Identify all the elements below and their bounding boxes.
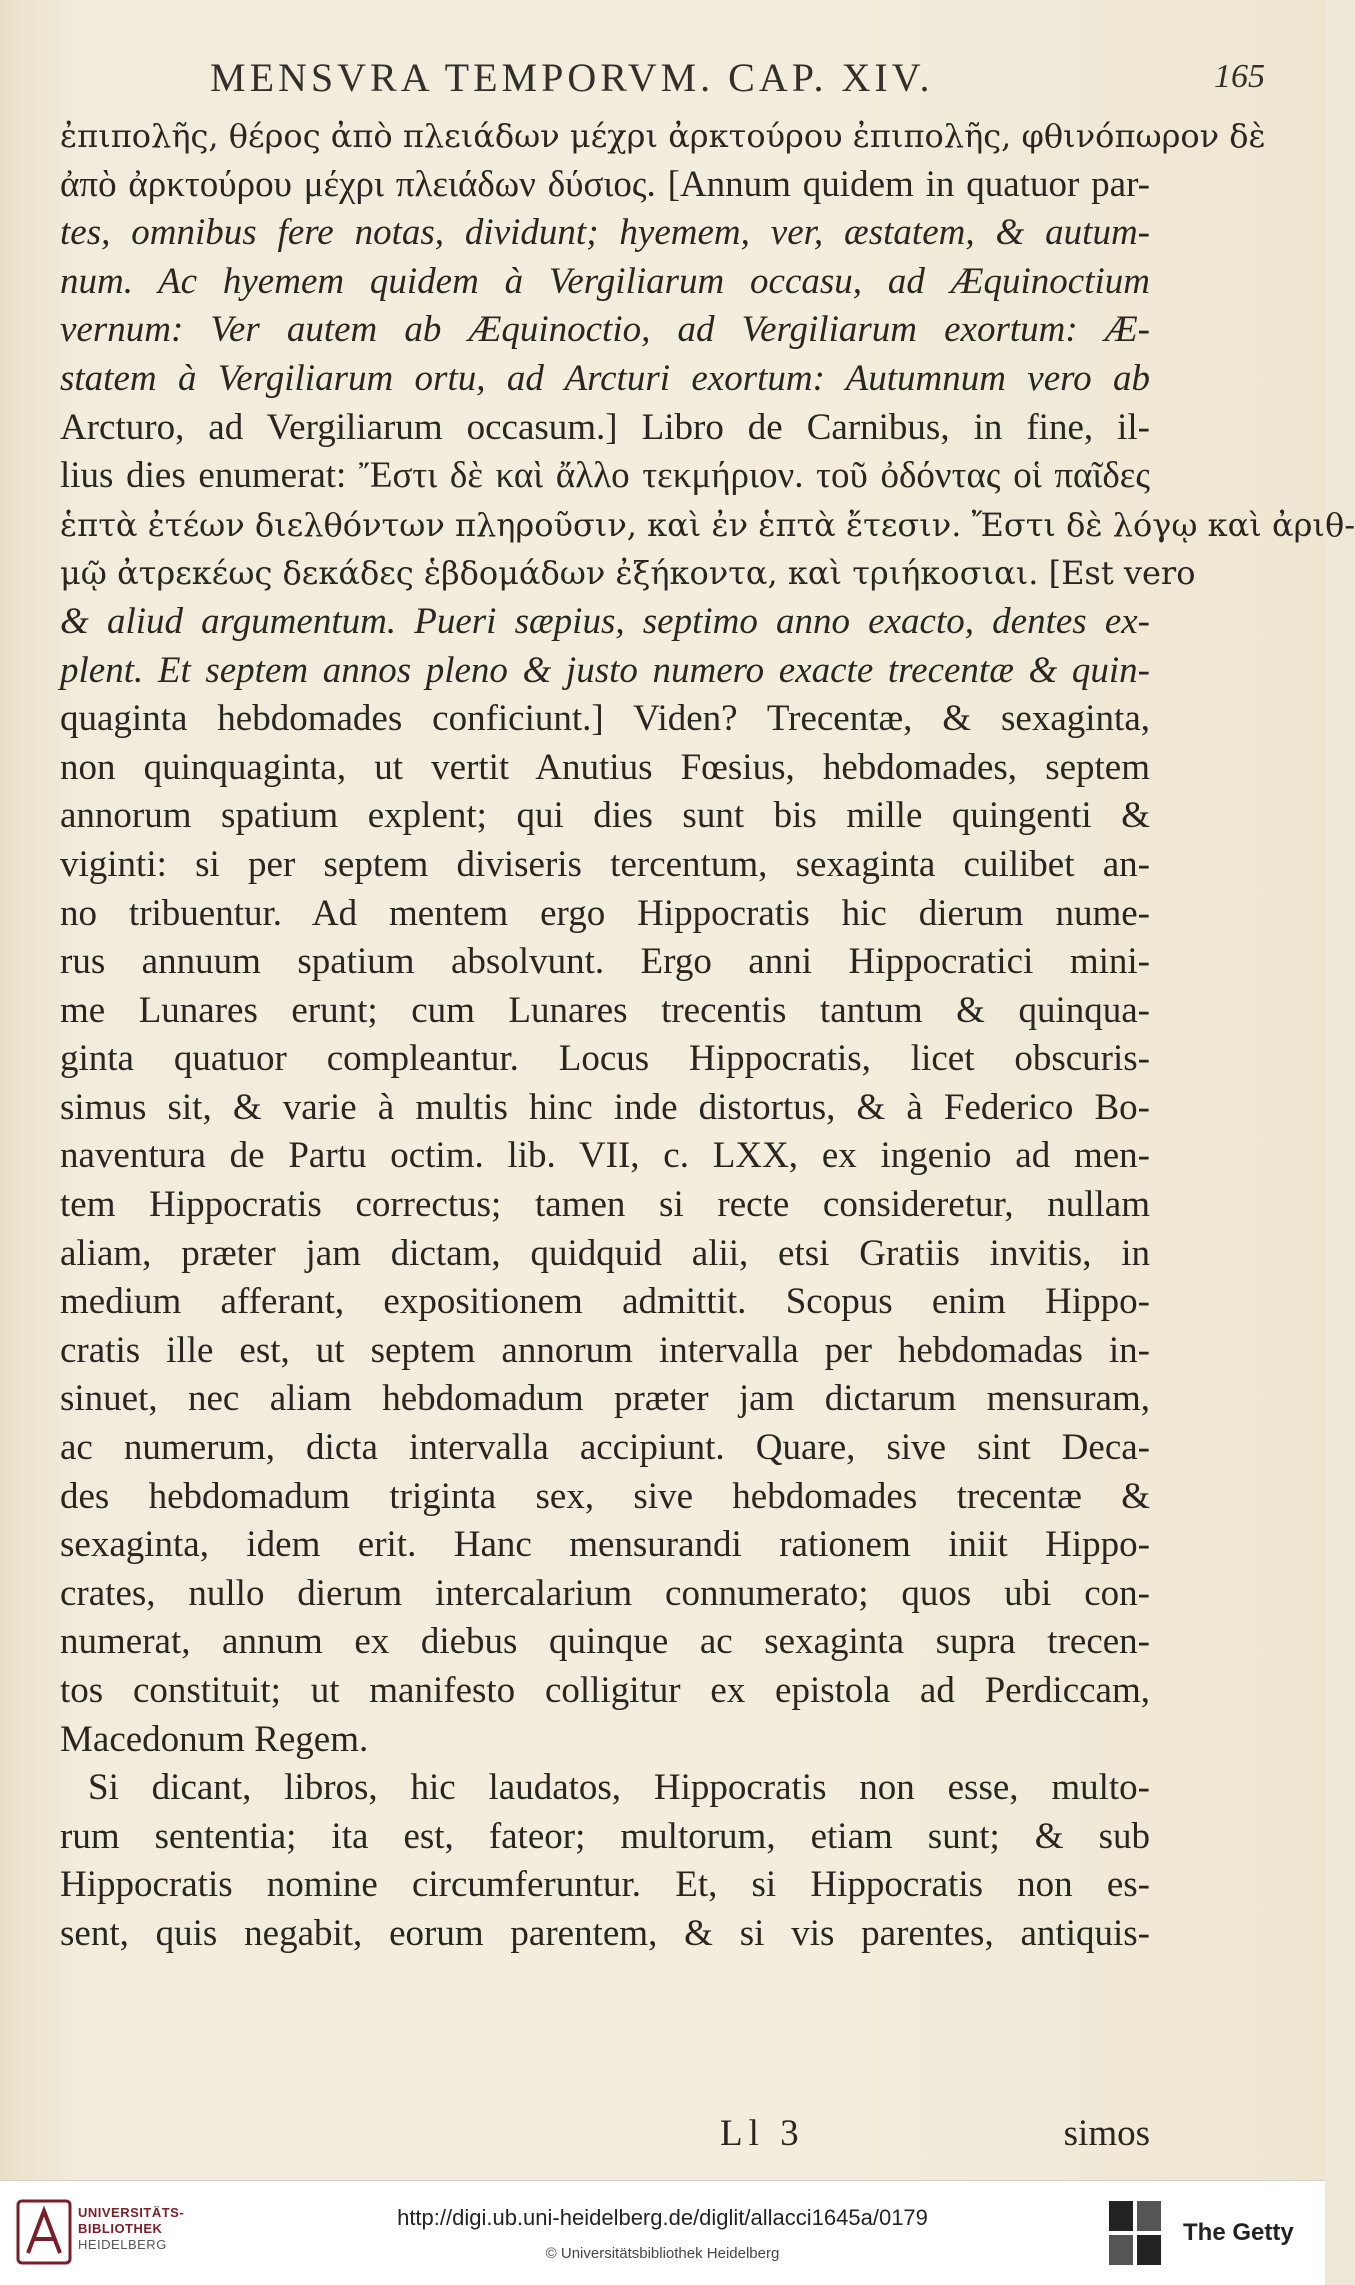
document-url-link[interactable]: http://digi.ub.uni-heidelberg.de/diglit/allacci1645a/0179 [397, 2205, 928, 2230]
text-line: medium afferant, expositionem admittit. Scopus enim Hippo- [60, 1281, 1150, 1323]
text-line: cratis ille est, ut septem annorum intervalla per hebdomadas in- [60, 1329, 1150, 1371]
text-line: vernum: Ver autem ab Æquinoctio, ad Vergiliarum exortum: Æ- [60, 309, 1150, 351]
text-line: ginta quatuor compleantur. Locus Hippocratis, licet obscuris- [60, 1038, 1150, 1080]
text-line: ac numerum, dicta intervalla accipiunt. Quare, sive sint Deca- [60, 1427, 1150, 1469]
text-line: statem à Vergiliarum ortu, ad Arcturi exortum: Autumnum vero ab [60, 357, 1150, 399]
text-line: quaginta hebdomades conficiunt.] Viden? Trecentæ, & sexaginta, [60, 698, 1150, 740]
getty-logo[interactable] [1105, 2197, 1305, 2269]
logo-line: BIBLIOTHEK [78, 2221, 163, 2236]
signature-mark: Ll 3 [720, 2113, 805, 2154]
text-line: Macedonum Regem. [60, 1718, 369, 1760]
text-line: ἐπιπολῆς, θέρος ἀπὸ πλειάδων μέχρι ἀρκτούρου ἐπιπολῆς, φθινόπωρον δὲ [60, 117, 1266, 155]
text-line: sinuet, nec aliam hebdomadum præter jam dictarum mensuram, [60, 1378, 1150, 1420]
text-line: Arcturo, ad Vergiliarum occasum.] Libro de Carnibus, in fine, il- [60, 406, 1150, 448]
text-line: Si dicant, libros, hic laudatos, Hippocratis non esse, multo- [88, 1767, 1150, 1809]
text-line: crates, nullo dierum intercalarium connumerato; quos ubi con- [60, 1572, 1150, 1614]
text-line: tes, omnibus fere notas, dividunt; hyemem, ver, æstatem, & autum- [60, 212, 1150, 254]
text-line: & aliud argumentum. Pueri sæpius, septimo anno exacto, dentes ex- [60, 600, 1150, 642]
page-number: 165 [1214, 58, 1265, 95]
text-line: tos constituit; ut manifesto colligitur ex epistola ad Perdiccam, [60, 1670, 1150, 1711]
text-line: tem Hippocratis correctus; tamen si recte consideretur, nullam [60, 1184, 1150, 1226]
text-line: ἑπτὰ ἐτέων διελθόντων πληροῦσιν, καὶ ἐν ἑπτὰ ἔτεσιν. Ἔστι δὲ λόγῳ καὶ ἀριθ- [60, 505, 1355, 544]
text-line: annorum spatium explent; qui dies sunt bis mille quingenti & [60, 795, 1150, 837]
text-line: sexaginta, idem erit. Hanc mensurandi rationem iniit Hippo- [60, 1524, 1150, 1566]
getty-logo-text: The Getty [1183, 2219, 1294, 2246]
text-line: non quinquaginta, ut vertit Anutius Fœsius, hebdomades, septem [60, 746, 1150, 788]
page-header [60, 48, 1265, 108]
text-line: simus sit, & varie à multis hinc inde distortus, & à Federico Bo- [60, 1086, 1150, 1128]
text-line: μῷ ἀτρεκέως δεκάδες ἑβδομάδων ἐξήκοντα, καὶ τριήκοσιαι. [Est vero [60, 554, 1196, 593]
viewer-footer-bar [0, 2180, 1325, 2285]
text-line: numerat, annum ex diebus quinque ac sexaginta supra trecen- [60, 1621, 1150, 1663]
logo-line: HEIDELBERG [78, 2237, 167, 2252]
text-line: plent. Et septem annos pleno & justo numero exacte trecentæ & quin- [60, 649, 1150, 691]
text-line: lius dies enumerat: Ἔστι δὲ καὶ ἄλλο τεκμήριον. τοῦ ὀδόντας οἱ παῖδες [60, 455, 1150, 497]
text-line: sent, quis negabit, eorum parentem, & si vis parentes, antiquis- [60, 1912, 1150, 1954]
running-title: MENSVRA TEMPORVM. CAP. XIV. [210, 55, 934, 100]
text-line: Hippocratis nomine circumferuntur. Et, si Hippocratis non es- [60, 1864, 1150, 1906]
getty-emblem-icon [1105, 2197, 1165, 2269]
page-footer [60, 2112, 1150, 2160]
text-line: des hebdomadum triginta sex, sive hebdomades trecentæ & [60, 1475, 1150, 1517]
text-line: viginti: si per septem diviseris tercentum, sexaginta cuilibet an- [60, 843, 1150, 885]
logo-line: UNIVERSITÄTS- [78, 2205, 185, 2220]
text-line: no tribuentur. Ad mentem ergo Hippocratis hic dierum nume- [60, 892, 1150, 934]
text-line: num. Ac hyemem quidem à Vergiliarum occasu, ad Æquinoctium [60, 260, 1150, 302]
body-text [60, 112, 1355, 1959]
text-line: naventura de Partu octim. lib. VII, c. LXX, ex ingenio ad men- [60, 1135, 1150, 1177]
text-line: me Lunares erunt; cum Lunares trecentis tantum & quinqua- [60, 989, 1150, 1031]
text-line: rus annuum spatium absolvunt. Ergo anni Hippocratici mini- [60, 941, 1150, 983]
copyright-notice: © Universitätsbibliothek Heidelberg [545, 2245, 780, 2262]
text-line: rum sententia; ita est, fateor; multorum, etiam sunt; & sub [60, 1815, 1150, 1857]
text-line: ἀπὸ ἀρκτούρου μέχρι πλειάδων δύσιος. [Annum quidem in quatuor par- [60, 163, 1150, 205]
catchword: simos [1063, 2113, 1150, 2154]
text-line: aliam, præter jam dictam, quidquid alii, etsi Gratiis invitis, in [60, 1232, 1150, 1274]
